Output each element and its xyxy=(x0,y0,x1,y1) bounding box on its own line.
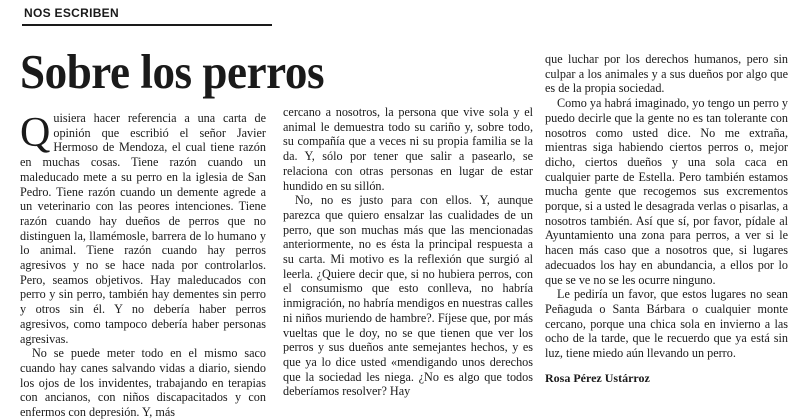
article-title: Sobre los perros xyxy=(20,44,325,99)
article-column-3 xyxy=(545,52,788,385)
paragraph-text: uisiera hacer referencia a una carta de opinión que escribió el señor Javier Hermoso de Mendoza, el cual tiene razón en muchas cosas. Tiene razón cuando un maleducado mete a su perro en la iglesia de San Pedro. Tiene razón cuando un demente agrede a un veterinario con las peores intenciones. Tiene razón cuando hay dueños de perros que no distinguen la, llamémosle, barrera de lo humano y lo animal. Tiene razón cuando hay perros agresivos y no se hace nada por controlarlos. Pero, seamos objetivos. Hay maleducados con perro y sin perro, también hay dementes sin perro y otros sin él. Y no debería haber perros agresivos, como tampoco debería haber personas agresivas. xyxy=(20,111,266,346)
paragraph: No, no es justo para con ellos. Y, aunque parezca que quiero ensalzar las cualidades de un perro, que son muchas más que las mencionadas anteriormente, no es ésta la principal respuesta a su carta. Mi motivo es la reflexión que surgió al leerla. ¿Quiere decir que, si no hubiera perros, con el consumismo que esto conlleva, no habría inmigración, no habría mendigos en nuestras calles ni niños muriendo de hambre?. Fíjese que, por más vueltas que le doy, no se que tienen que ver los perros y sus dueños ante semejantes hechos, y es que ya lo dice usted «mendigando unos derechos que la sociedad les niega. ¿No es algo que todos deberíamos resolver? Hay xyxy=(283,193,533,399)
article-column-2 xyxy=(283,105,533,399)
paragraph: Le pediría un favor, que estos lugares no sean Peñaguda o Santa Bárbara o cualquier monte cercano, porque una chica sola en invierno a las ocho de la tarde, que le recuerdo que ya está sin luz, tiene miedo aún llevando un perro. xyxy=(545,287,788,361)
section-label: NOS ESCRIBEN xyxy=(24,6,119,20)
article-column-1 xyxy=(20,111,266,420)
paragraph xyxy=(20,111,266,346)
paragraph: cercano a nosotros, la persona que vive sola y el animal le demuestra todo su cariño y, sobre todo, su compañía que a veces ni su propia familia se la da. Y, sólo por tener que salir a pasearlo, se relaciona con otras personas en lugar de estar hundido en su sillón. xyxy=(283,105,533,193)
paragraph: No se puede meter todo en el mismo saco cuando hay canes salvando vidas a diario, siendo los ojos de los invidentes, trabajando en terapias con ancianos, con niños discapacitados y con enfermos con depresión. Y, más xyxy=(20,346,266,420)
drop-cap: Q xyxy=(20,110,51,156)
section-divider xyxy=(22,24,272,26)
paragraph: Como ya habrá imaginado, yo tengo un perro y puedo decirle que la gente no es tan tolerante con nosotros como usted dice. No me extraña, mientras siga habiendo ciertos perros o, mejor dicho, ciertos dueños y una sola caca en cualquier parte de Estella. Pero también estamos mucha gente que recogemos sus excrementos porque, si a usted le desagrada verlas o pisarlas, a nosotros también. Así que sí, por favor, pídale al Ayuntamiento una zona para perros, a ver si le hacen más caso que a nosotros que, si lugares adecuados los hay en abundancia, a ellos por lo que se ve no se les ocurre ninguno. xyxy=(545,96,788,287)
author-signature: Rosa Pérez Ustárroz xyxy=(545,370,650,385)
paragraph: que luchar por los derechos humanos, pero sin culpar a los animales y a sus dueños por algo que es de la propia sociedad. xyxy=(545,52,788,96)
